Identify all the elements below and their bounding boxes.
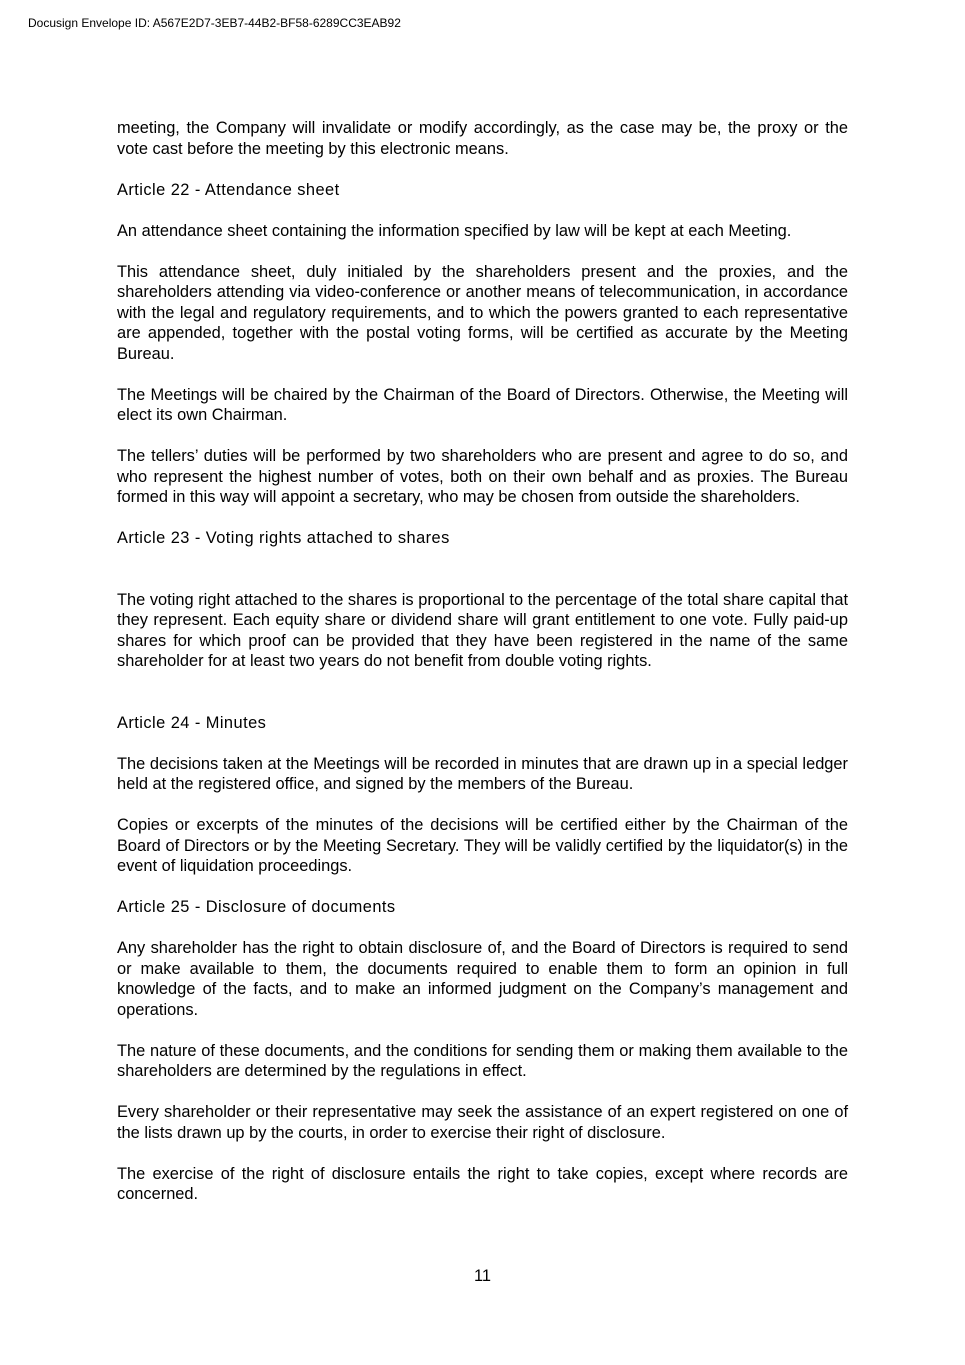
paragraph-attendance-sheet: An attendance sheet containing the information specified by law will be kept at each Meeting.	[117, 221, 792, 240]
paragraph-copies-right: The exercise of the right of disclosure entails the right to take copies, except where records are concerned.	[117, 1164, 848, 1203]
paragraph-minutes-ledger: The decisions taken at the Meetings will be recorded in minutes that are drawn up in a special ledger held at the registered office, and signed by the members of the Bureau.	[117, 754, 848, 793]
paragraph-proxy-vote-continuation: meeting, the Company will invalidate or modify accordingly, as the case may be, the proxy or the vote cast before the meeting by this electronic means.	[117, 119, 848, 158]
heading-article-24: Article 24 - Minutes	[117, 713, 267, 732]
heading-article-25: Article 25 - Disclosure of documents	[117, 898, 396, 916]
paragraph-disclosure-nature: The nature of these documents, and the conditions for sending them or making them available to the shareholders are determined by the regulations in effect.	[117, 1041, 848, 1080]
heading-article-23: Article 23 - Voting rights attached to shares	[117, 529, 450, 547]
paragraph-disclosure-right: Any shareholder has the right to obtain disclosure of, and the Board of Directors is required to send or make available to them, the documents required to enable them to form an opinion in full knowledge of the facts, and to make an informed judgment on the Company’s management and operations.	[117, 939, 848, 1019]
page-number: 11	[473, 1267, 491, 1285]
document-body	[117, 118, 848, 1225]
paragraph-expert-assistance: Every shareholder or their representative may seek the assistance of an expert registered on one of the lists drawn up by the courts, in order to exercise their right of disclosure.	[117, 1103, 848, 1142]
paragraph-minutes-certification: Copies or excerpts of the minutes of the decisions will be certified either by the Chairman of the Board of Directors or by the Meeting Secretary. They will be validly certified by the liquidator(s) in the event of liquidation proceedings.	[117, 816, 848, 875]
paragraph-meeting-chair: The Meetings will be chaired by the Chairman of the Board of Directors. Otherwise, the Meeting will elect its own Chairman.	[117, 385, 848, 424]
paragraph-voting-rights: The voting right attached to the shares is proportional to the percentage of the total share capital that they represent. Each equity share or dividend share will grant entitlement to one vote. Fully paid-up shares for which proof can be provided that they have been registered in the name of the same shareholder for at least two years do not benefit from double voting rights.	[117, 590, 848, 670]
heading-article-22: Article 22 - Attendance sheet	[117, 180, 340, 199]
paragraph-tellers-bureau: The tellers’ duties will be performed by two shareholders who are present and agree to do so, and who represent the highest number of votes, both on their own behalf and as proxies. The Bureau formed in this way will appoint a secretary, who may be chosen from outside the shareholders.	[117, 447, 848, 506]
docusign-envelope-id: Docusign Envelope ID: A567E2D7-3EB7-44B2-BF58-6289CC3EAB92	[28, 16, 401, 30]
paragraph-attendance-certification: This attendance sheet, duly initialed by the shareholders present and the proxies, and the shareholders attending via video-conference or another means of telecommunication, in accordance with the legal and regulatory requirements, and to which the powers granted to each representative are appended, together with the postal voting forms, will be certified as accurate by the Meeting Bureau.	[117, 262, 848, 363]
